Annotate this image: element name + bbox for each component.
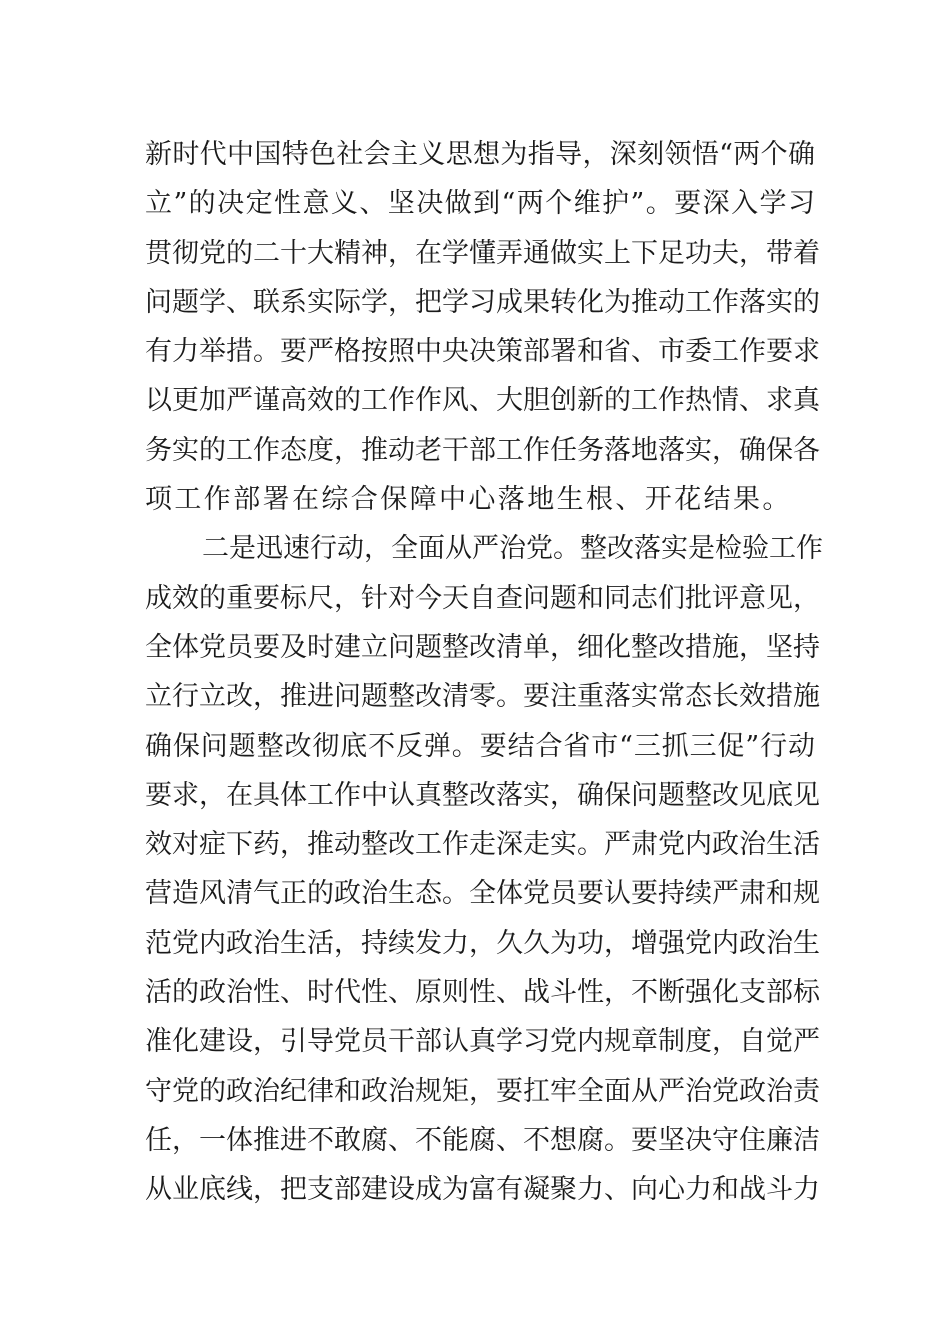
- text-line: 立”的决定性意义、坚决做到“两个维护”。要深入学习: [145, 188, 815, 220]
- text-line: 营造风清气正的政治生态。全体党员要认要持续严肃和规: [145, 878, 820, 910]
- text-line: 从业底线，把支部建设成为富有凝聚力、向心力和战斗力: [145, 1174, 820, 1206]
- text-line: 务实的工作态度，推动老干部工作任务落地落实，确保各: [145, 434, 820, 466]
- text-line: 准化建设，引导党员干部认真学习党内规章制度，自觉严: [145, 1026, 820, 1058]
- text-line: 守党的政治纪律和政治规矩，要扛牢全面从严治党政治责: [145, 1075, 820, 1107]
- text-line: 立行立改，推进问题整改清零。要注重落实常态长效措施: [145, 681, 820, 713]
- text-line: 活的政治性、时代性、原则性、战斗性，不断强化支部标: [145, 977, 820, 1009]
- text-line: 范党内政治生活，持续发力，久久为功，增强党内政治生: [145, 927, 820, 959]
- text-line: 成效的重要标尺，针对今天自查问题和同志们批评意见，: [145, 582, 820, 614]
- text-line: 确保问题整改彻底不反弹。要结合省市“三抓三促”行动: [145, 730, 815, 762]
- text-line: 新时代中国特色社会主义思想为指导，深刻领悟“两个确: [145, 139, 815, 170]
- text-line: 要求，在具体工作中认真整改落实，确保问题整改见底见: [145, 779, 820, 811]
- text-line: 全体党员要及时建立问题整改清单，细化整改措施，坚持: [145, 631, 820, 663]
- text-line: 以更加严谨高效的工作作风、大胆创新的工作热情、求真: [145, 385, 820, 417]
- text-line: 有力举措。要严格按照中央决策部署和省、市委工作要求: [145, 336, 820, 368]
- text-line-paragraph-start: 二是迅速行动，全面从严治党。整改落实是检验工作: [202, 533, 823, 565]
- text-line-paragraph-end: 项工作部署在综合保障中心落地生根、开花结果。: [145, 484, 792, 516]
- text-line: 任，一体推进不敢腐、不能腐、不想腐。要坚决守住廉洁: [145, 1124, 820, 1156]
- text-line: 贯彻党的二十大精神，在学懂弄通做实上下足功夫，带着: [145, 237, 820, 269]
- text-line: 问题学、联系实际学，把学习成果转化为推动工作落实的: [145, 286, 820, 318]
- body-text: [145, 130, 823, 1215]
- text-line: 效对症下药，推动整改工作走深走实。严肃党内政治生活: [145, 829, 820, 861]
